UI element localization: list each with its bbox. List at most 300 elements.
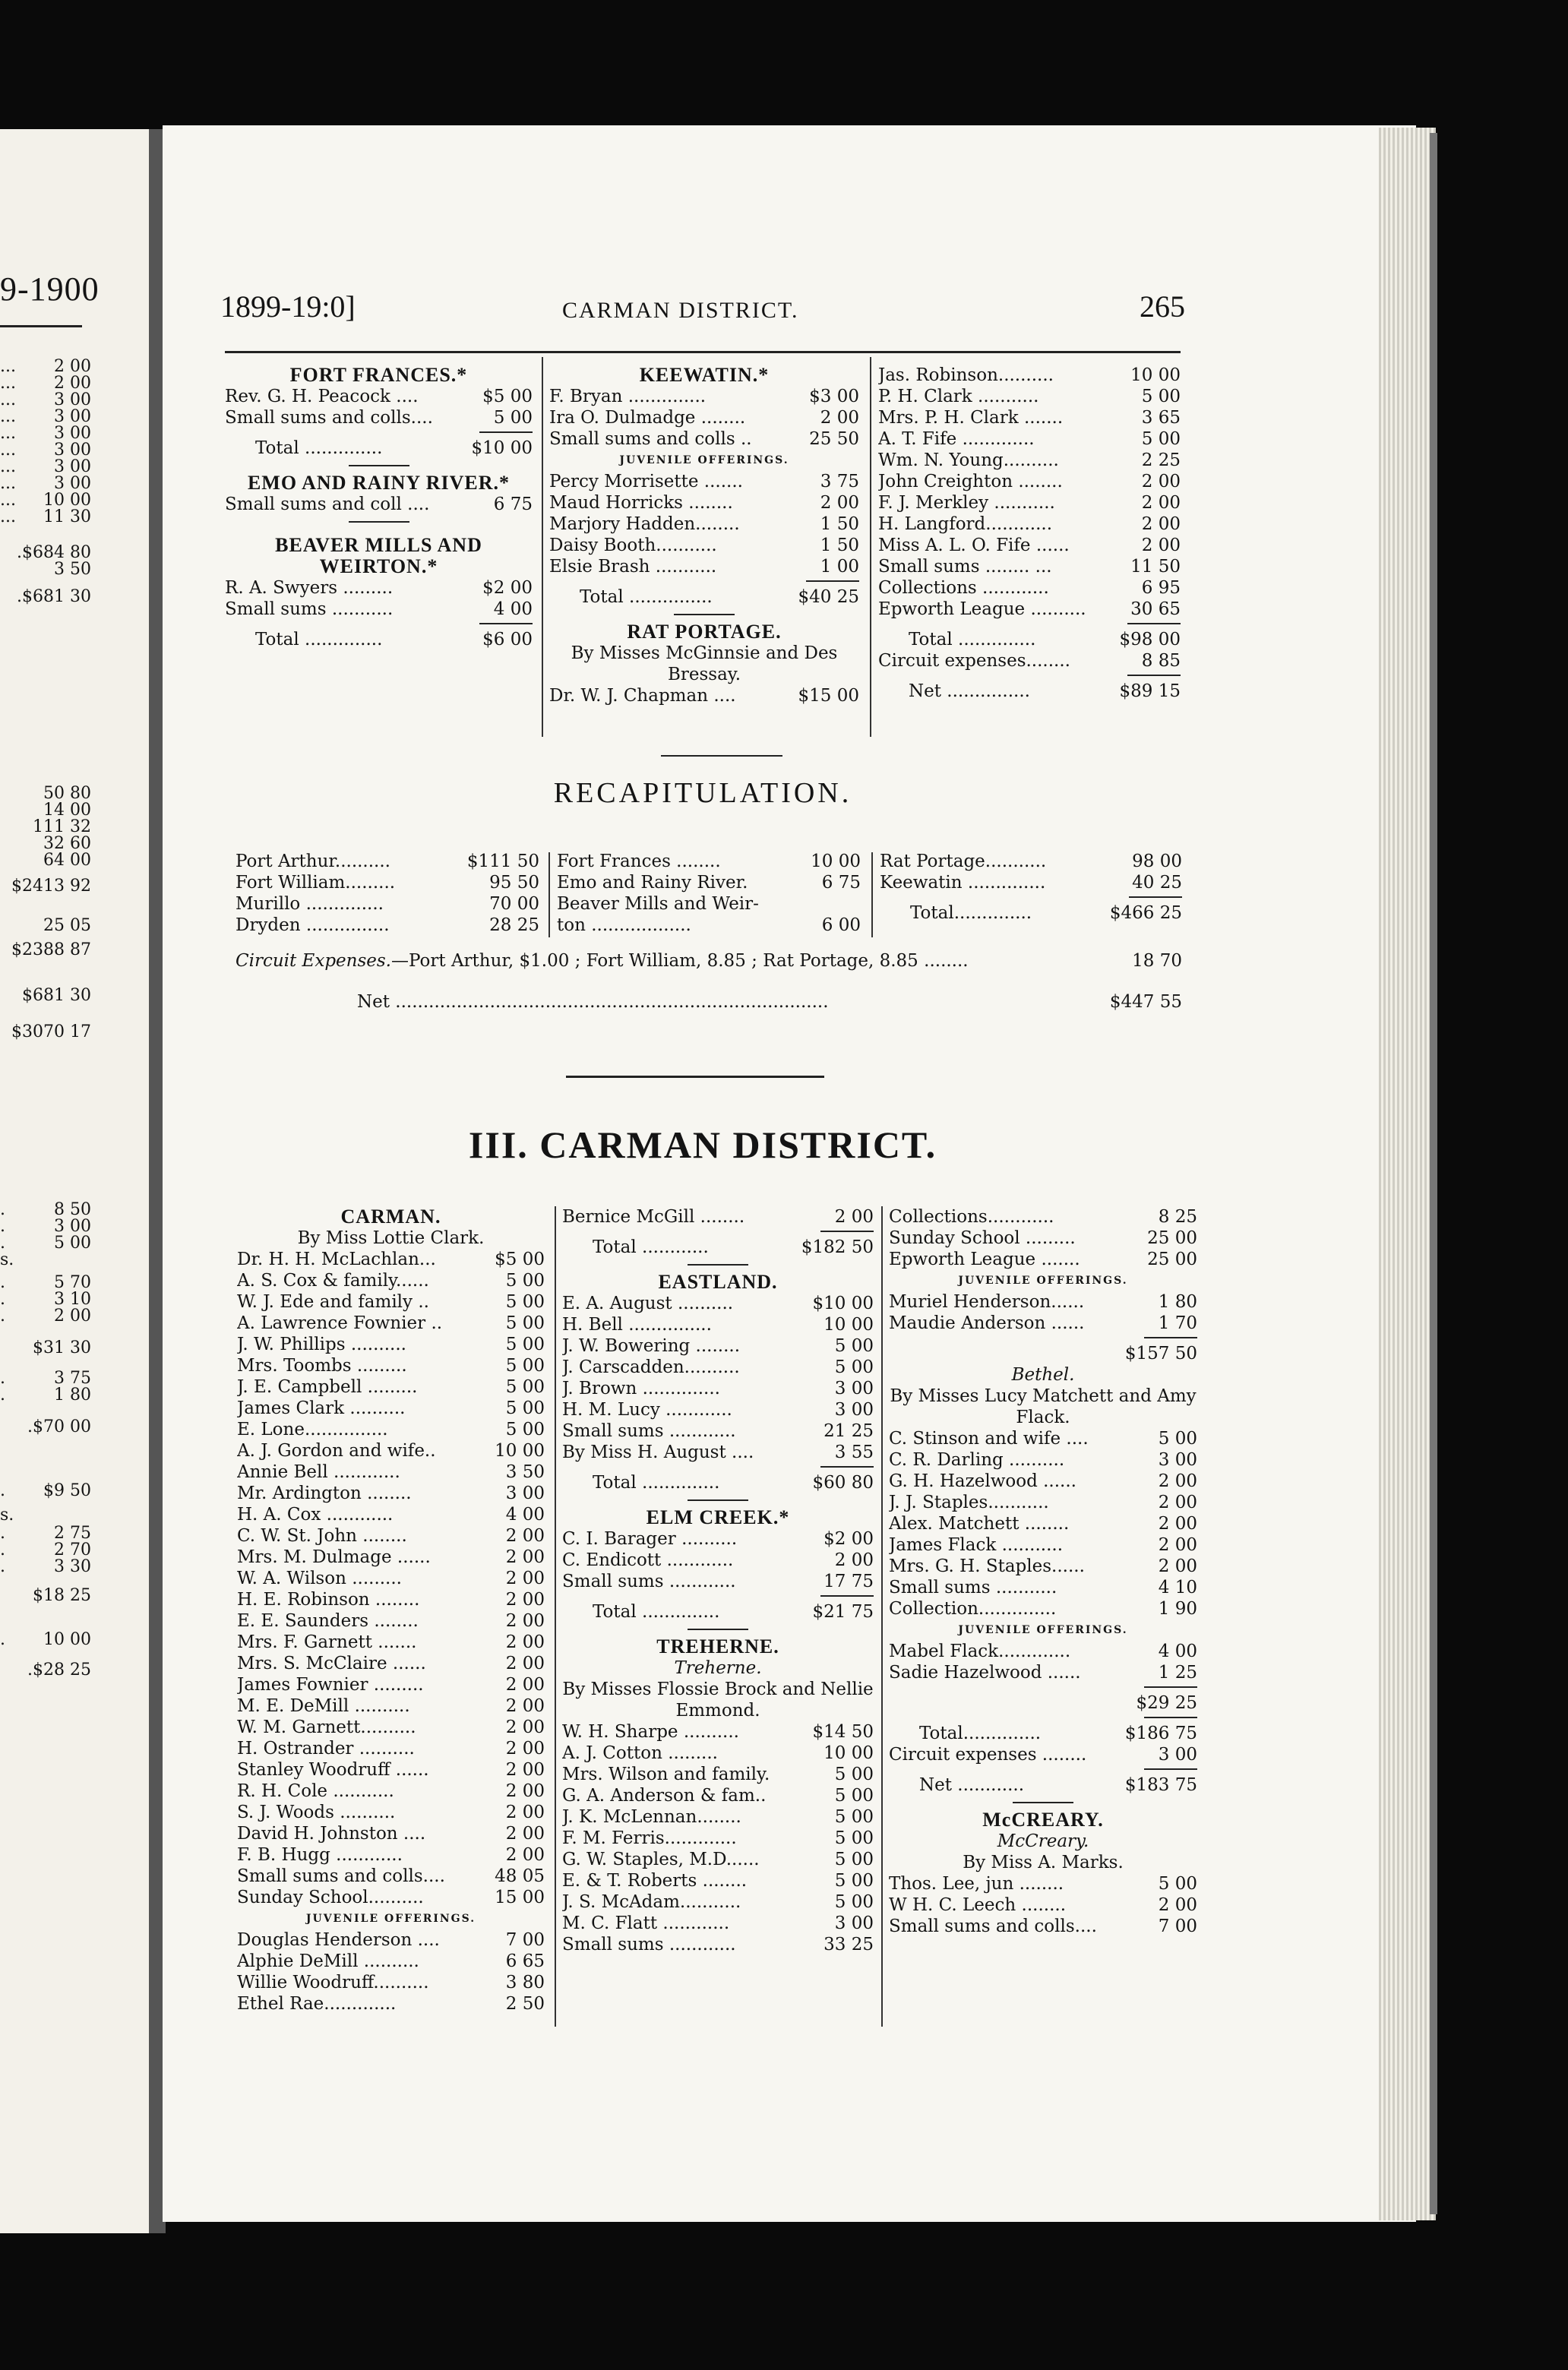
entry-name: Mabel Flack............. <box>889 1642 1071 1661</box>
ledger-row <box>562 1571 874 1592</box>
entry-name: F. B. Hugg ............ <box>237 1845 403 1865</box>
entry-name: Mrs. P. H. Clark ....... <box>878 408 1064 428</box>
circuit-expenses-line <box>236 951 1182 974</box>
entry-name: Mrs. G. H. Staples...... <box>889 1556 1085 1576</box>
ledger-row <box>878 365 1181 386</box>
ledger-row <box>237 1270 545 1291</box>
entry-name: Mrs. Toombs ......... <box>237 1356 407 1376</box>
ledger-row <box>562 1743 874 1764</box>
ledger-row <box>889 1471 1197 1492</box>
entry-amount: 33 25 <box>824 1935 874 1954</box>
ledger-row <box>237 1398 545 1419</box>
entry-amount: 4 00 <box>493 599 533 619</box>
subtotal-row <box>889 1692 1197 1714</box>
ledger-row <box>562 1293 874 1314</box>
entry-amount: 2 00 <box>505 1739 545 1759</box>
entry-name: J. Carscadden.......... <box>562 1357 740 1377</box>
recap-column-3 <box>880 851 1182 924</box>
entry-amount: 2 25 <box>1141 450 1181 470</box>
left-page-entry: ... <box>0 474 16 493</box>
entry-name: Elsie Brash ........... <box>549 557 717 577</box>
ledger-row <box>562 1870 874 1891</box>
left-page-entry: . <box>0 1481 5 1500</box>
ledger-row <box>878 629 1181 650</box>
column-rule <box>548 852 550 937</box>
entry-name: Dryden ............... <box>236 915 390 935</box>
entry-amount: 2 00 <box>820 408 859 428</box>
ledger-row <box>889 1662 1197 1683</box>
collector-line: By Miss Lottie Clark. <box>297 1228 485 1248</box>
ledger-row <box>557 851 861 872</box>
entry-amount: 17 75 <box>824 1572 874 1591</box>
left-page-entry: . <box>0 1217 5 1236</box>
entry-name: H. A. Cox ............ <box>237 1505 394 1525</box>
ledger-row <box>562 1357 874 1378</box>
recap-title: RECAPITULATION. <box>553 777 852 809</box>
entry-name: Circuit expenses ........ <box>889 1745 1087 1765</box>
column-rule <box>542 357 543 737</box>
left-page-amount: $2388 87 <box>11 940 91 959</box>
entry-name: Thos. Lee, jun ........ <box>889 1874 1064 1894</box>
left-page-entry: . <box>0 1386 5 1405</box>
entry-amount: 1 50 <box>820 514 859 534</box>
left-page-entry: . <box>0 1540 5 1559</box>
entry-amount: 25 00 <box>1147 1250 1197 1269</box>
ledger-row <box>562 1550 874 1571</box>
entry-name: Mr. Ardington ........ <box>237 1484 412 1503</box>
entry-amount: 5 00 <box>505 1271 545 1291</box>
ledger-row <box>237 1462 545 1483</box>
left-page-amount: $3070 17 <box>11 1022 91 1041</box>
ledger-row <box>237 1589 545 1610</box>
entry-amount: 10 00 <box>824 1743 874 1763</box>
entry-name: H. Langford............ <box>878 514 1053 534</box>
ledger-row <box>549 386 859 407</box>
short-rule <box>688 1264 748 1266</box>
entry-name: Rev. G. H. Peacock .... <box>225 387 419 406</box>
ledger-row <box>562 1828 874 1849</box>
ledger-row <box>889 1723 1197 1744</box>
entry-amount: 4 00 <box>1158 1642 1197 1661</box>
ledger-row <box>237 1313 545 1334</box>
entry-name: Sunday School.......... <box>237 1888 424 1907</box>
entry-name: F. Bryan .............. <box>549 387 707 406</box>
entry-name: J. W. Phillips .......... <box>237 1335 406 1354</box>
ledger-row <box>889 1206 1197 1228</box>
ledger-row <box>225 386 533 407</box>
page-edge-shadow <box>1430 133 1437 2214</box>
circuit-expenses-text: —Port Arthur, $1.00 ; Fort William, 8.85 ; Rat Portage, 8.85 ........ <box>391 951 969 971</box>
entry-amount: 70 00 <box>489 894 539 914</box>
circuit-expenses-label: Circuit Expenses. <box>236 951 391 971</box>
entry-name: Rat Portage........... <box>880 852 1047 871</box>
left-page-amount: 10 00 <box>43 1630 91 1649</box>
sum-rule <box>1144 1337 1197 1343</box>
entry-amount: 98 00 <box>1132 852 1182 871</box>
ledger-row <box>237 1929 545 1951</box>
entry-amount: 6 75 <box>493 495 533 514</box>
entry-amount: 2 00 <box>505 1526 545 1546</box>
juvenile-offerings-label: JUVENILE OFFERINGS. <box>958 1275 1128 1287</box>
entry-amount: 5 00 <box>505 1398 545 1418</box>
entry-amount: 2 00 <box>505 1696 545 1716</box>
ledger-row <box>549 514 859 535</box>
entry-amount: 2 00 <box>1158 1556 1197 1576</box>
left-page-amount: 111 32 <box>33 817 91 836</box>
entry-amount: 2 00 <box>505 1547 545 1567</box>
entry-amount: $111 50 <box>466 852 539 871</box>
collector-line: By Misses McGinnsie and Des Bressay. <box>571 643 838 684</box>
entry-name: Small sums and colls.... <box>237 1866 445 1886</box>
section-heading: ELM CREEK.* <box>646 1506 790 1528</box>
entry-name: Stanley Woodruff ...... <box>237 1760 429 1780</box>
header-rule <box>225 351 1181 353</box>
entry-name: Small sums ............ <box>562 1421 736 1441</box>
bottom-column-2 <box>562 1206 874 1955</box>
entry-name: Small sums ........... <box>889 1578 1057 1597</box>
ledger-row <box>878 681 1181 702</box>
entry-amount: $182 50 <box>801 1237 874 1257</box>
left-page-amount: .$684 80 <box>17 543 91 562</box>
entry-amount: 10 00 <box>824 1315 874 1335</box>
ledger-row <box>889 1313 1197 1334</box>
entry-amount: 2 00 <box>505 1845 545 1865</box>
entry-name: H. Bell ............... <box>562 1315 712 1335</box>
left-page-amount: 3 10 <box>54 1290 91 1309</box>
sum-rule <box>820 1466 874 1472</box>
left-page-amount: $681 30 <box>22 986 91 1005</box>
subtotal-row <box>889 1343 1197 1364</box>
short-rule <box>349 465 409 466</box>
entry-name: C. I. Barager .......... <box>562 1529 738 1549</box>
entry-amount: $6 00 <box>482 630 533 649</box>
left-page-amount: .$681 30 <box>17 587 91 606</box>
entry-amount: $186 75 <box>1124 1724 1197 1743</box>
entry-name: C. R. Darling .......... <box>889 1450 1065 1470</box>
entry-amount: 10 00 <box>811 852 861 871</box>
entry-name: W. A. Wilson ......... <box>237 1569 402 1588</box>
ledger-row <box>225 438 533 459</box>
left-page-entry: ... <box>0 491 16 510</box>
entry-amount: 3 00 <box>1158 1745 1197 1765</box>
ledger-row <box>878 577 1181 599</box>
left-page-amount: $2413 92 <box>11 877 91 896</box>
entry-name: Collections ............ <box>878 578 1049 598</box>
entry-name: Total .............. <box>909 630 1036 649</box>
entry-name: J. Brown .............. <box>562 1379 720 1398</box>
left-page-entry: s. <box>0 1506 14 1525</box>
entry-amount: $466 25 <box>1109 903 1182 923</box>
entry-name: Douglas Henderson .... <box>237 1930 440 1950</box>
entry-amount: 5 00 <box>493 408 533 428</box>
section-heading: TREHERNE. <box>656 1635 779 1657</box>
ledger-row <box>557 915 861 936</box>
entry-amount: 5 00 <box>1158 1429 1197 1449</box>
entry-name: David H. Johnston .... <box>237 1824 426 1844</box>
sum-rule <box>1144 1686 1197 1692</box>
entry-name: Sunday School ......... <box>889 1228 1076 1248</box>
ledger-row <box>562 1314 874 1335</box>
entry-amount: 48 05 <box>495 1866 545 1886</box>
entry-name: Total .............. <box>255 438 383 458</box>
entry-name: Epworth League ....... <box>889 1250 1080 1269</box>
entry-name: W. H. Sharpe .......... <box>562 1722 739 1742</box>
ledger-row <box>562 1849 874 1870</box>
ledger-row <box>562 1399 874 1420</box>
section-heading: EASTLAND. <box>658 1271 778 1293</box>
entry-amount: 2 00 <box>505 1760 545 1780</box>
left-page-entry: s. <box>0 1250 14 1269</box>
entry-name: M. E. DeMill .......... <box>237 1696 410 1716</box>
entry-name: James Flack ........... <box>889 1535 1064 1555</box>
entry-amount: 2 00 <box>1158 1471 1197 1491</box>
entry-name: S. J. Woods .......... <box>237 1803 396 1822</box>
entry-amount: $21 75 <box>812 1602 874 1622</box>
top-column-2 <box>549 365 859 706</box>
entry-amount: 5 00 <box>1158 1874 1197 1894</box>
ledger-row <box>549 586 859 608</box>
entry-amount: 5 00 <box>834 1357 874 1377</box>
entry-name: Miss A. L. O. Fife ...... <box>878 536 1070 555</box>
top-column-1 <box>225 365 533 650</box>
ledger-row <box>237 1844 545 1866</box>
entry-name: J. E. Campbell ......... <box>237 1377 418 1397</box>
entry-name: Sadie Hazelwood ...... <box>889 1663 1081 1683</box>
ledger-row <box>562 1891 874 1913</box>
entry-amount: 5 00 <box>505 1420 545 1439</box>
sum-rule <box>1127 675 1181 681</box>
entry-name: A. Lawrence Fownier .. <box>237 1313 443 1333</box>
entry-amount: 21 25 <box>824 1421 874 1441</box>
left-page-header: 9-1900 <box>0 270 100 308</box>
entry-amount: 2 00 <box>1158 1514 1197 1534</box>
entry-name: Maud Horricks ........ <box>549 493 733 513</box>
entry-name: Bernice McGill ........ <box>562 1207 745 1227</box>
entry-amount: 6 75 <box>821 873 861 893</box>
entry-name: James Clark .......... <box>237 1398 406 1418</box>
ledger-row <box>889 1428 1197 1449</box>
left-page-amount: 2 00 <box>54 357 91 376</box>
column-rule <box>555 1206 556 2027</box>
short-rule <box>349 521 409 523</box>
entry-amount: 8 85 <box>1141 651 1181 671</box>
ledger-row <box>878 556 1181 577</box>
left-page-amount: 3 50 <box>54 560 91 579</box>
section-heading: EMO AND RAINY RIVER.* <box>247 472 511 494</box>
ledger-row <box>236 872 539 893</box>
entry-name: A. T. Fife ............. <box>878 429 1035 449</box>
left-page-amount: $9 50 <box>43 1481 91 1500</box>
entry-amount: 3 80 <box>505 1973 545 1992</box>
entry-name: F. M. Ferris............. <box>562 1828 737 1848</box>
left-page-entry: ... <box>0 407 16 426</box>
recap-net-label: Net .............................................................................. <box>357 992 829 1012</box>
entry-name: M. C. Flatt ............ <box>562 1913 730 1933</box>
entry-amount: 2 00 <box>505 1632 545 1652</box>
ledger-row <box>549 556 859 577</box>
running-head-year: 1899-19:0] <box>220 289 356 324</box>
entry-name: Annie Bell ............ <box>237 1462 400 1482</box>
entry-name: ton .................. <box>557 915 691 935</box>
entry-name: Small sums ........ ... <box>878 557 1052 577</box>
entry-name: Jas. Robinson.......... <box>878 365 1054 385</box>
entry-name: Ira O. Dulmadge ........ <box>549 408 746 428</box>
entry-name: Small sums ............ <box>562 1572 736 1591</box>
ledger-row <box>878 535 1181 556</box>
entry-amount: $10 00 <box>812 1294 874 1313</box>
entry-amount: 3 00 <box>834 1379 874 1398</box>
left-page-entry: ... <box>0 457 16 476</box>
ledger-row <box>878 650 1181 672</box>
entry-amount: 2 00 <box>820 493 859 513</box>
entry-amount: 28 25 <box>489 915 539 935</box>
sum-rule <box>1144 1768 1197 1774</box>
entry-name: Emo and Rainy River. <box>557 873 748 893</box>
ledger-row <box>225 577 533 599</box>
ledger-row <box>236 851 539 872</box>
entry-name: Fort William......... <box>236 873 396 893</box>
ledger-row <box>880 902 1182 924</box>
circuit-subheading: McCreary. <box>997 1831 1089 1851</box>
left-page-amount: 2 00 <box>54 374 91 393</box>
entry-name: R. H. Cole ........... <box>237 1781 394 1801</box>
page-edges <box>1379 128 1436 2220</box>
entry-amount: 4 00 <box>505 1505 545 1525</box>
ledger-row <box>889 1534 1197 1556</box>
entry-amount: 2 00 <box>1158 1535 1197 1555</box>
juvenile-offerings-label: JUVENILE OFFERINGS. <box>305 1913 476 1925</box>
ledger-row <box>878 428 1181 450</box>
recap-column-2 <box>557 851 861 936</box>
ledger-row <box>562 1472 874 1493</box>
left-page-amount: $31 30 <box>33 1338 91 1357</box>
left-page-amount: 3 00 <box>54 1217 91 1236</box>
ledger-row <box>889 1492 1197 1513</box>
entry-amount: $183 75 <box>1124 1775 1197 1795</box>
entry-name: J. K. McLennan........ <box>562 1807 741 1827</box>
entry-amount: 2 00 <box>505 1654 545 1673</box>
ledger-row <box>889 1556 1197 1577</box>
ledger-row <box>225 599 533 620</box>
entry-amount: 2 00 <box>834 1207 874 1227</box>
entry-name: Total ............ <box>593 1237 709 1257</box>
left-page-rule <box>0 325 82 327</box>
left-page-amount: 3 00 <box>54 474 91 493</box>
entry-amount: 25 50 <box>809 429 859 449</box>
sum-rule <box>1129 896 1182 902</box>
left-page-amount: 3 30 <box>54 1557 91 1576</box>
short-rule <box>688 1629 748 1630</box>
left-page-amount: 11 30 <box>43 507 91 526</box>
entry-name: G. W. Staples, M.D...... <box>562 1850 760 1869</box>
entry-name: Wm. N. Young.......... <box>878 450 1059 470</box>
entry-amount: $10 00 <box>471 438 533 458</box>
left-page-amount: 3 75 <box>54 1369 91 1388</box>
ledger-row <box>237 1866 545 1887</box>
left-page-entry: . <box>0 1307 5 1326</box>
sum-rule <box>820 1231 874 1237</box>
entry-name: C. Endicott ............ <box>562 1550 734 1570</box>
entry-name: Total .............. <box>255 630 383 649</box>
ledger-row <box>562 1420 874 1442</box>
section-heading: CARMAN. <box>340 1206 441 1228</box>
ledger-row <box>878 450 1181 471</box>
entry-amount: 40 25 <box>1132 873 1182 893</box>
ledger-row <box>237 1802 545 1823</box>
entry-amount: 30 65 <box>1130 599 1181 619</box>
ledger-row <box>562 1442 874 1463</box>
entry-amount: 1 70 <box>1158 1313 1197 1333</box>
subtotal-amount: $157 50 <box>1124 1344 1197 1364</box>
entry-amount: 5 00 <box>834 1336 874 1356</box>
left-page-entry: ... <box>0 424 16 443</box>
ledger-row <box>562 1335 874 1357</box>
entry-amount: 6 00 <box>821 915 861 935</box>
entry-name: E. E. Saunders ........ <box>237 1611 419 1631</box>
entry-name: Maudie Anderson ...... <box>889 1313 1085 1333</box>
column-rule <box>871 852 873 937</box>
entry-amount: 1 90 <box>1158 1599 1197 1619</box>
ledger-row <box>889 1774 1197 1796</box>
ledger-row <box>889 1598 1197 1620</box>
left-page-entry: . <box>0 1369 5 1388</box>
entry-amount: 2 00 <box>1141 514 1181 534</box>
entry-amount: 5 00 <box>834 1828 874 1848</box>
entry-name: G. A. Anderson & fam.. <box>562 1786 767 1806</box>
entry-name: F. J. Merkley ........... <box>878 493 1055 513</box>
ledger-row <box>237 1887 545 1908</box>
recap-net-line <box>357 992 1182 1015</box>
circuit-subheading: Treherne. <box>674 1658 762 1678</box>
entry-amount: 2 00 <box>1141 536 1181 555</box>
ledger-row <box>562 1601 874 1623</box>
entry-amount: $14 50 <box>812 1722 874 1742</box>
entry-name: J. W. Bowering ........ <box>562 1336 741 1356</box>
ledger-row <box>237 1568 545 1589</box>
left-page-amount: .$70 00 <box>27 1417 91 1436</box>
collector-line: By Miss A. Marks. <box>963 1853 1124 1872</box>
left-page-amount: 2 00 <box>54 1307 91 1326</box>
ledger-row <box>889 1916 1197 1937</box>
sum-rule <box>479 431 533 438</box>
entry-amount: 3 50 <box>505 1462 545 1482</box>
entry-name: Marjory Hadden........ <box>549 514 740 534</box>
ledger-row <box>549 471 859 492</box>
entry-name: Total.............. <box>919 1724 1042 1743</box>
column-rule <box>881 1206 883 2027</box>
top-column-3 <box>878 365 1181 702</box>
left-page-amount: 2 75 <box>54 1524 91 1543</box>
ledger-row <box>889 1291 1197 1313</box>
ledger-row <box>562 1913 874 1934</box>
circuit-expenses-amount: 18 70 <box>1132 951 1182 971</box>
entry-amount: 5 00 <box>505 1335 545 1354</box>
ledger-row <box>237 1525 545 1547</box>
ledger-row <box>237 1249 545 1270</box>
entry-name: E. & T. Roberts ........ <box>562 1871 748 1891</box>
ledger-row <box>562 1721 874 1743</box>
bottom-column-3 <box>889 1206 1197 1937</box>
entry-name: Willie Woodruff.......... <box>237 1973 429 1992</box>
entry-name: Small sums ........... <box>225 599 394 619</box>
entry-amount: 2 00 <box>505 1569 545 1588</box>
left-page-entry: ... <box>0 441 16 460</box>
entry-name: Mrs. M. Dulmage ...... <box>237 1547 431 1567</box>
entry-amount: 5 00 <box>505 1377 545 1397</box>
entry-name: Mrs. S. McClaire ...... <box>237 1654 426 1673</box>
entry-name: H. Ostrander .......... <box>237 1739 415 1759</box>
entry-amount: 6 65 <box>505 1951 545 1971</box>
